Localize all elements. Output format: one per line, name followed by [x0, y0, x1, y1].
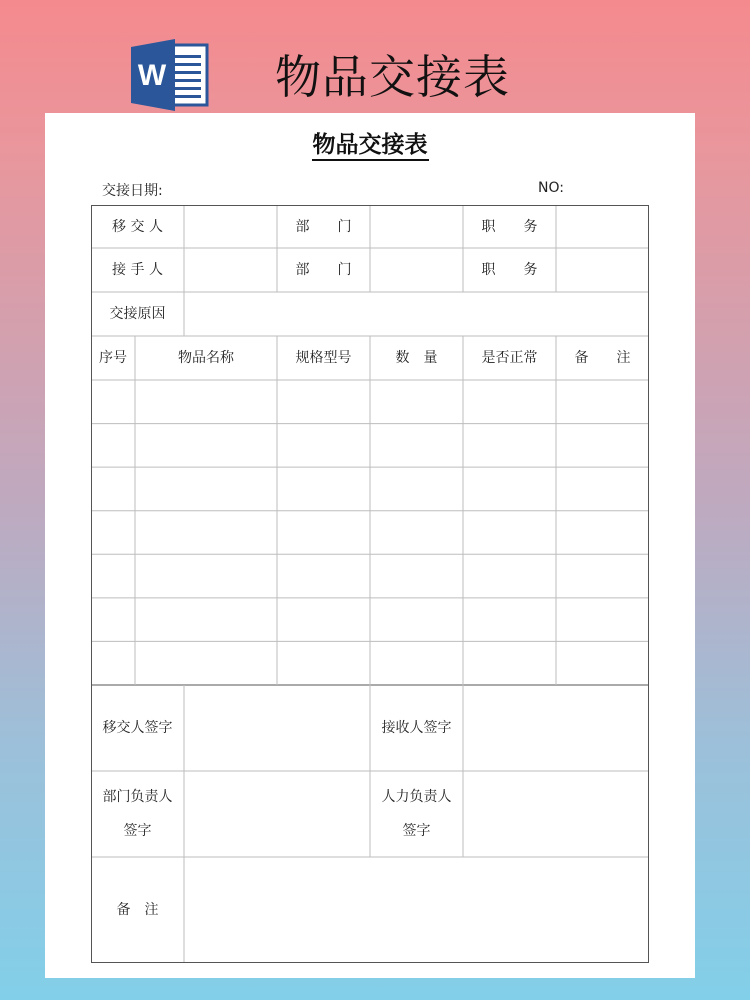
item-cell-spec-model[interactable] [277, 424, 370, 468]
item-cell-quantity[interactable] [370, 641, 463, 685]
reason-value[interactable] [184, 292, 649, 336]
receiver-department-value[interactable] [370, 248, 463, 292]
item-cell-is-normal[interactable] [463, 380, 556, 424]
item-cell-remarks[interactable] [556, 598, 649, 642]
receiver-value[interactable] [184, 248, 277, 292]
item-cell-spec-model[interactable] [277, 554, 370, 598]
reason-label: 交接原因 [109, 306, 166, 322]
dept-head-signature-label [91, 771, 184, 857]
word-icon [131, 39, 209, 111]
item-cell-quantity[interactable] [370, 424, 463, 468]
document-page [45, 113, 695, 978]
item-cell-is-normal[interactable] [463, 554, 556, 598]
item-cell-is-normal[interactable] [463, 641, 556, 685]
transfer-position-label: 职 务 [481, 218, 538, 235]
item-cell-is-normal[interactable] [463, 598, 556, 642]
receiver-label: 接 手 人 [112, 262, 163, 278]
item-cell-quantity[interactable] [370, 554, 463, 598]
item-cell-index[interactable] [91, 554, 135, 598]
receiver-position-value[interactable] [556, 248, 649, 292]
item-cell-remarks[interactable] [556, 380, 649, 424]
item-cell-item-name[interactable] [135, 511, 277, 555]
item-cell-index[interactable] [91, 641, 135, 685]
hr-head-signature-line1: 人力负责人 [381, 789, 452, 805]
remarks-value[interactable] [184, 857, 649, 963]
column-header-remarks: 备 注 [574, 350, 631, 366]
item-cell-remarks[interactable] [556, 511, 649, 555]
receive-signature-value[interactable] [463, 685, 649, 771]
item-cell-item-name[interactable] [135, 424, 277, 468]
item-cell-spec-model[interactable] [277, 467, 370, 511]
column-header-quantity: 数 量 [395, 350, 438, 366]
item-cell-spec-model[interactable] [277, 641, 370, 685]
page-header-title: 物品交接表 [275, 50, 510, 104]
item-cell-item-name[interactable] [135, 554, 277, 598]
handover-form-table [91, 205, 649, 963]
hr-head-signature-label [370, 771, 463, 857]
item-cell-index[interactable] [91, 380, 135, 424]
item-cell-spec-model[interactable] [277, 598, 370, 642]
item-cell-item-name[interactable] [135, 380, 277, 424]
transfer-department-label: 部 门 [295, 218, 352, 235]
transfer-signature-label: 移交人签字 [102, 720, 173, 736]
item-cell-is-normal[interactable] [463, 511, 556, 555]
dept-head-signature-line1: 部门负责人 [102, 789, 173, 805]
hr-head-signature-value[interactable] [463, 771, 649, 857]
column-header-index: 序号 [99, 350, 127, 366]
item-cell-remarks[interactable] [556, 424, 649, 468]
document-title: 物品交接表 [45, 130, 695, 160]
transfer-position-value[interactable] [556, 205, 649, 248]
transfer-signature-value[interactable] [184, 685, 370, 771]
item-cell-item-name[interactable] [135, 467, 277, 511]
dept-head-signature-line2: 签字 [123, 823, 152, 839]
item-cell-spec-model[interactable] [277, 380, 370, 424]
item-cell-index[interactable] [91, 598, 135, 642]
item-cell-quantity[interactable] [370, 511, 463, 555]
item-cell-index[interactable] [91, 424, 135, 468]
dept-head-signature-value[interactable] [184, 771, 370, 857]
item-cell-spec-model[interactable] [277, 511, 370, 555]
item-cell-quantity[interactable] [370, 598, 463, 642]
item-cell-is-normal[interactable] [463, 467, 556, 511]
item-cell-item-name[interactable] [135, 598, 277, 642]
item-cell-index[interactable] [91, 467, 135, 511]
item-cell-quantity[interactable] [370, 467, 463, 511]
column-header-spec-model: 规格型号 [295, 350, 352, 366]
transfer-person-value[interactable] [184, 205, 277, 248]
item-cell-quantity[interactable] [370, 380, 463, 424]
item-cell-remarks[interactable] [556, 554, 649, 598]
item-cell-remarks[interactable] [556, 641, 649, 685]
item-cell-index[interactable] [91, 511, 135, 555]
hr-head-signature-line2: 签字 [402, 823, 431, 839]
transfer-person-label: 移 交 人 [112, 218, 163, 235]
transfer-department-value[interactable] [370, 205, 463, 248]
receiver-department-label: 部 门 [295, 262, 352, 278]
word-icon-letter: W [137, 59, 167, 92]
column-header-is-normal: 是否正常 [481, 350, 538, 366]
receive-signature-label: 接收人签字 [381, 720, 452, 736]
remarks-label: 备 注 [116, 902, 159, 918]
item-cell-is-normal[interactable] [463, 424, 556, 468]
column-header-item-name: 物品名称 [178, 350, 234, 366]
item-cell-remarks[interactable] [556, 467, 649, 511]
handover-date-label: 交接日期: [102, 183, 163, 199]
number-label: NO: [538, 180, 564, 196]
receiver-position-label: 职 务 [481, 262, 538, 278]
item-cell-item-name[interactable] [135, 641, 277, 685]
